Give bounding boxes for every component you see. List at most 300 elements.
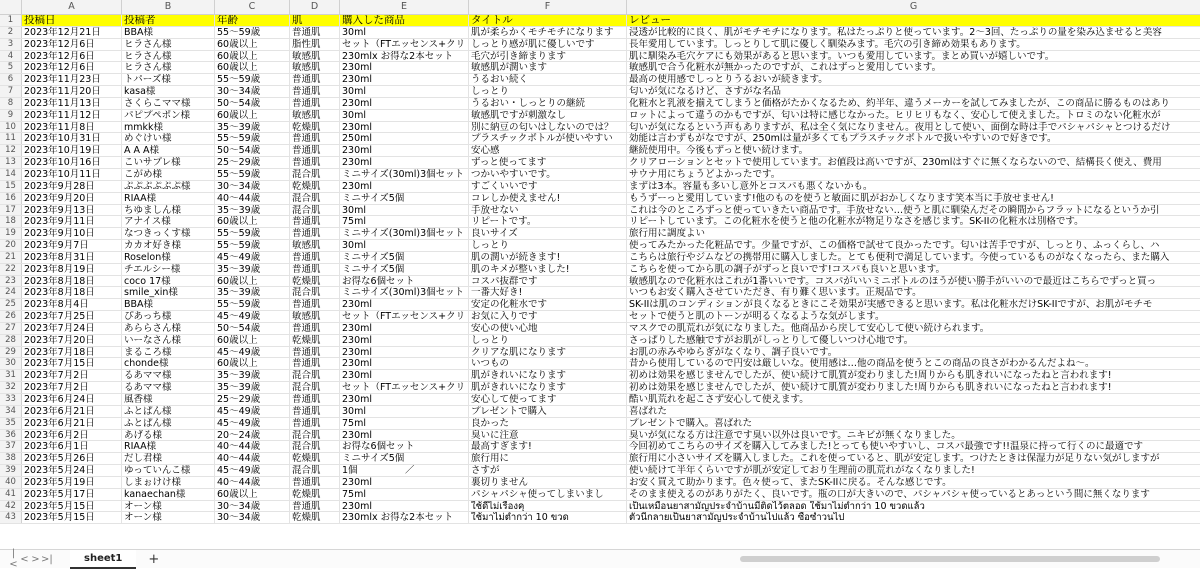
horizontal-scrollbar[interactable] (740, 556, 1160, 562)
cell-skin[interactable]: 普通肌 (290, 98, 340, 109)
cell-skin[interactable]: 混合肌 (290, 205, 340, 216)
cell-poster[interactable]: パピプペポン様 (122, 110, 215, 121)
cell-date[interactable]: 2023年6月2日 (22, 430, 122, 441)
cell-review[interactable]: 匂いが気になるという声もありますが、私は全く気になりません。夜用として使い、面倒な時は手でパシャパシャとつけるだけ (629, 121, 1171, 133)
cell-skin[interactable]: 敏感肌 (290, 311, 340, 322)
cell-poster[interactable]: A A A様 (122, 145, 215, 156)
cell-product[interactable]: セット（FTエッセンス+クリ (340, 39, 469, 50)
row-number[interactable]: 40 (0, 477, 22, 488)
cell-product[interactable]: 230mlx お得な2本セット (340, 512, 469, 523)
cell-poster[interactable]: オーン様 (122, 512, 215, 523)
cell-product[interactable]: ミニサイズ(30ml)3個セット (340, 287, 469, 298)
cell-review[interactable]: お安く買えて助かります。色々使って、またSK-IIに戻る。そんな感じです。 (629, 476, 952, 488)
cell-review[interactable]: プレゼントで購入。喜ばれた (629, 417, 753, 429)
cell-date[interactable]: 2023年9月28日 (22, 181, 122, 192)
cell-title[interactable]: 安心の使い心地 (469, 323, 627, 334)
cell-skin[interactable]: 乾燥肌 (290, 453, 340, 464)
cell-title[interactable]: リピートです。 (469, 216, 627, 227)
cell-title[interactable]: ใช้มาไม่ต่ำกว่า 10 ขวด (469, 512, 627, 523)
cell-age[interactable]: 35～39歳 (215, 122, 290, 133)
row-number[interactable]: 4 (0, 51, 22, 62)
header-cell-age[interactable]: 年齢 (215, 15, 290, 26)
cell-date[interactable]: 2023年9月10日 (22, 228, 122, 239)
cell-skin[interactable]: 普通肌 (290, 228, 340, 239)
cell-product[interactable]: 230ml (340, 74, 469, 85)
cell-poster[interactable]: coco 17様 (122, 276, 215, 287)
cell-title[interactable]: プレゼントで購入 (469, 406, 627, 417)
cell-skin[interactable]: 乾燥肌 (290, 181, 340, 192)
cell-poster[interactable]: るあママ様 (122, 370, 215, 381)
cell-date[interactable]: 2023年10月16日 (22, 157, 122, 168)
row-number[interactable]: 14 (0, 169, 22, 180)
cell-age[interactable]: 55～59歳 (215, 74, 290, 85)
cell-review[interactable]: 旅行用に調度よい (629, 228, 706, 240)
cell-product[interactable]: 230ml (340, 477, 469, 488)
cell-date[interactable]: 2023年11月8日 (22, 122, 122, 133)
cell-poster[interactable]: BBA様 (122, 299, 215, 310)
cell-skin[interactable]: 普通肌 (290, 347, 340, 358)
cell-title[interactable]: すごくいいです (469, 181, 627, 192)
cell-date[interactable]: 2023年5月24日 (22, 465, 122, 476)
cell-poster[interactable]: いーなさん様 (122, 335, 215, 346)
cell-age[interactable]: 60歳以上 (215, 335, 290, 346)
cell-date[interactable]: 2023年11月12日 (22, 110, 122, 121)
cell-age[interactable]: 45～49歳 (215, 465, 290, 476)
cell-poster[interactable]: ふとぱん様 (122, 406, 215, 417)
cell-date[interactable]: 2023年12月6日 (22, 39, 122, 50)
row-number[interactable]: 43 (0, 512, 22, 523)
row-number[interactable]: 1 (0, 15, 22, 26)
cell-poster[interactable]: ヒラさん様 (122, 39, 215, 50)
cell-review[interactable]: ตัวนี้กลายเป็นยาสามัญประจำบ้านไปแล้ว ซื้อซ้ำวนไป (629, 512, 845, 524)
cell-date[interactable]: 2023年9月20日 (22, 193, 122, 204)
cell-product[interactable]: 30ml (340, 406, 469, 417)
row-number[interactable]: 38 (0, 453, 22, 464)
cell-poster[interactable]: ちゆましん様 (122, 205, 215, 216)
cell-product[interactable]: ミニサイズ5個 (340, 453, 469, 464)
cell-review[interactable]: 初めは効果を感じませんでしたが、使い続けて肌質が変わりました!周りからも肌きれいになったねと言われます! (629, 382, 1112, 393)
cell-title[interactable]: 安心感 (469, 145, 627, 156)
cell-age[interactable]: 60歳以上 (215, 51, 290, 62)
cell-skin[interactable]: 普通肌 (290, 86, 340, 97)
cell-poster[interactable]: Roselon様 (122, 252, 215, 263)
column-header-e[interactable]: E (340, 0, 469, 14)
row-number[interactable]: 39 (0, 465, 22, 476)
sheet-tab[interactable]: sheet1 (70, 550, 136, 569)
prev-sheet-button[interactable]: < (20, 553, 29, 565)
cell-product[interactable]: ミニサイズ5個 (340, 193, 469, 204)
cell-review[interactable]: 匂いが気になるけど、さすがな名品 (629, 86, 782, 97)
cell-review[interactable]: 初めは効果を感じませんでしたが、使い続けて肌質が変わりました!周りからも肌きれいになったねと言われます! (629, 370, 1112, 382)
first-sheet-button[interactable]: |< (9, 548, 18, 570)
cell-age[interactable]: 50～54歳 (215, 145, 290, 156)
header-cell-skin[interactable]: 肌 (290, 15, 340, 26)
cell-review[interactable]: こちらを使ってから肌の調子がずっと良いです!コスパも良いと思います。 (629, 263, 945, 275)
row-number[interactable]: 9 (0, 110, 22, 121)
cell-skin[interactable]: 普通肌 (290, 299, 340, 310)
cell-skin[interactable]: 普通肌 (290, 74, 340, 85)
cell-skin[interactable]: 普通肌 (290, 252, 340, 263)
cell-product[interactable]: 230ml (340, 122, 469, 133)
cell-date[interactable]: 2023年9月13日 (22, 205, 122, 216)
cell-skin[interactable]: 敏感肌 (290, 240, 340, 251)
cell-poster[interactable]: ふとぱん様 (122, 418, 215, 429)
cell-product[interactable]: 230ml (340, 323, 469, 334)
cell-date[interactable]: 2023年10月19日 (22, 145, 122, 156)
cell-review[interactable]: マスクでの肌荒れが気になりました。他商品から戻して安心して使い続けられます。 (629, 322, 990, 334)
cell-product[interactable]: ミニサイズ5個 (340, 252, 469, 263)
cell-age[interactable]: 45～49歳 (215, 347, 290, 358)
cell-product[interactable]: 30ml (340, 205, 469, 216)
cell-product[interactable]: 230ml (340, 299, 469, 310)
cell-poster[interactable]: アナイス様 (122, 216, 215, 227)
row-number[interactable]: 32 (0, 382, 22, 393)
cell-date[interactable]: 2023年7月24日 (22, 323, 122, 334)
cell-poster[interactable]: まるころ様 (122, 347, 215, 358)
cell-date[interactable]: 2023年11月20日 (22, 86, 122, 97)
cell-skin[interactable]: 混合肌 (290, 287, 340, 298)
cell-product[interactable]: セット（FTエッセンス+クリ (340, 382, 469, 393)
cell-title[interactable]: 一番大好き! (469, 287, 627, 298)
cell-product[interactable]: 230ml (340, 358, 469, 369)
cell-date[interactable]: 2023年8月18日 (22, 287, 122, 298)
cell-date[interactable]: 2023年7月15日 (22, 358, 122, 369)
cell-product[interactable]: 30ml (340, 27, 469, 38)
cell-skin[interactable]: 普通肌 (290, 133, 340, 144)
header-cell-product[interactable]: 購入した商品 (340, 15, 469, 26)
cell-poster[interactable]: chonde様 (122, 358, 215, 369)
row-number[interactable]: 28 (0, 335, 22, 346)
cell-skin[interactable]: 混合肌 (290, 441, 340, 452)
column-header-a[interactable]: A (22, 0, 122, 14)
cell-product[interactable]: 230ml (340, 370, 469, 381)
row-number[interactable]: 2 (0, 27, 22, 38)
cell-poster[interactable]: るあママ様 (122, 382, 215, 393)
cell-age[interactable]: 55～59歳 (215, 240, 290, 251)
cell-title[interactable]: しっとり (469, 335, 627, 346)
cell-age[interactable]: 35～39歳 (215, 205, 290, 216)
cell-title[interactable]: ใช้ดีไม่เรื่องคุ (469, 501, 627, 512)
row-number[interactable]: 37 (0, 441, 22, 452)
cell-skin[interactable]: 敏感肌 (290, 51, 340, 62)
cell-product[interactable]: 230ml (340, 335, 469, 346)
cell-date[interactable]: 2023年7月2日 (22, 370, 122, 381)
cell-review[interactable]: お肌の赤みやゆらぎがなくなり、調子良いです。 (629, 346, 838, 358)
cell-skin[interactable]: 普通肌 (290, 501, 340, 512)
last-sheet-button[interactable]: >| (41, 553, 53, 565)
cell-age[interactable]: 55～59歳 (215, 169, 290, 180)
cell-review[interactable]: 長年愛用しています。しっとりして肌に優しく馴染みます。毛穴の引き締め効果もあります。 (629, 38, 1026, 50)
cell-age[interactable]: 45～49歳 (215, 418, 290, 429)
cell-age[interactable]: 55～59歳 (215, 228, 290, 239)
cell-review[interactable]: 肌に馴染み毛穴ケアにも効果があると思います。いつも愛用しています。まとめ買いが嬉しいです。 (629, 50, 1055, 62)
cell-skin[interactable]: 普通肌 (290, 394, 340, 405)
cell-age[interactable]: 20～24歳 (215, 430, 290, 441)
cell-date[interactable]: 2023年5月15日 (22, 501, 122, 512)
cell-product[interactable]: 1個 ／ (340, 465, 469, 476)
row-number[interactable]: 7 (0, 86, 22, 97)
cell-age[interactable]: 40～44歳 (215, 477, 290, 488)
cell-title[interactable]: 肌が柔らかくモチモチになります (469, 27, 627, 38)
cell-age[interactable]: 60歳以上 (215, 39, 290, 50)
cell-age[interactable]: 55～59歳 (215, 133, 290, 144)
cell-product[interactable]: 230ml (340, 157, 469, 168)
cell-product[interactable]: ミニサイズ5個 (340, 264, 469, 275)
cell-title[interactable]: 肌がきれいになります (469, 370, 627, 381)
cell-product[interactable]: 30ml (340, 86, 469, 97)
cell-age[interactable]: 35～39歳 (215, 370, 290, 381)
cell-review[interactable]: เป็นเหมือนยาสามัญประจำบ้านมีติดไว้ตลอด ใช้มาไม่ต่ำกว่า 10 ขวดแล้ว (629, 500, 925, 512)
cell-product[interactable]: 30ml (340, 110, 469, 121)
cell-product[interactable]: 230ml (340, 62, 469, 73)
cell-skin[interactable]: 混合肌 (290, 193, 340, 204)
cell-skin[interactable]: 普通肌 (290, 406, 340, 417)
column-header-g[interactable]: G (909, 1, 918, 12)
cell-date[interactable]: 2023年10月31日 (22, 133, 122, 144)
cell-review[interactable]: クリアローションとセットで使用しています。お値段は高いですが、230mlはすぐに無くならないので、結構長く使え、費用 (629, 157, 1162, 168)
cell-title[interactable]: うるおい・しっとりの継続 (469, 98, 627, 109)
row-number[interactable]: 30 (0, 358, 22, 369)
cell-age[interactable]: 50～54歳 (215, 98, 290, 109)
cell-title[interactable]: つかいやすいです。 (469, 169, 627, 180)
cell-age[interactable]: 60歳以上 (215, 489, 290, 500)
cell-poster[interactable]: あららさん様 (122, 323, 215, 334)
cell-skin[interactable]: 敏感肌 (290, 62, 340, 73)
row-number[interactable]: 18 (0, 216, 22, 227)
cell-title[interactable]: コスパ抜群です (469, 276, 627, 287)
cell-poster[interactable]: カカオ好き様 (122, 240, 215, 251)
next-sheet-button[interactable]: > (31, 553, 40, 565)
row-number[interactable]: 13 (0, 157, 22, 168)
cell-poster[interactable]: なつきっくす様 (122, 228, 215, 239)
cell-poster[interactable]: kasa様 (122, 86, 215, 97)
cell-product[interactable]: セット（FTエッセンス+クリ (340, 311, 469, 322)
cell-date[interactable]: 2023年7月25日 (22, 311, 122, 322)
cell-product[interactable]: 75ml (340, 216, 469, 227)
cell-skin[interactable]: 乾燥肌 (290, 276, 340, 287)
row-number[interactable]: 8 (0, 98, 22, 109)
row-number[interactable]: 10 (0, 122, 22, 133)
column-header-c[interactable]: C (215, 0, 290, 14)
cell-age[interactable]: 45～49歳 (215, 311, 290, 322)
row-number[interactable]: 25 (0, 299, 22, 310)
cell-title[interactable]: しっとり (469, 240, 627, 251)
cell-title[interactable]: 良いサイズ (469, 228, 627, 239)
cell-age[interactable]: 25～29歳 (215, 157, 290, 168)
cell-date[interactable]: 2023年6月24日 (22, 394, 122, 405)
header-cell-review[interactable]: レビュー (627, 15, 1200, 26)
header-cell-poster[interactable]: 投稿者 (122, 15, 215, 26)
cell-date[interactable]: 2023年12月21日 (22, 27, 122, 38)
cell-review[interactable]: 浸透が比較的に良く、肌がモチモチになります。私はたっぷりと使っています。2～3回、たっぷりの量を染み込ませると美容 (629, 26, 1162, 38)
cell-poster[interactable]: しまぉけけ様 (122, 477, 215, 488)
cell-review[interactable]: 最高の使用感でしっとりうるおいが続きます。 (629, 74, 828, 86)
cell-product[interactable]: 230mlx お得な2本セット (340, 51, 469, 62)
cell-skin[interactable]: 混合肌 (290, 169, 340, 180)
cell-age[interactable]: 45～49歳 (215, 406, 290, 417)
cell-product[interactable]: 230ml (340, 347, 469, 358)
cell-date[interactable]: 2023年5月17日 (22, 489, 122, 500)
cell-poster[interactable]: kanaechan様 (122, 489, 215, 500)
cell-title[interactable]: 手放せない (469, 205, 627, 216)
cell-review[interactable]: 敏感肌で合う化粧水が無かったのですが、これはずっと愛用しています。 (629, 62, 942, 74)
cell-title[interactable]: 別に納豆の匂いはしないのでは？ (469, 122, 627, 133)
cell-review[interactable]: リピートしています。この化粧水を使うと他の化粧水が物足りなさを感じます。SK-IIの化粧水は別格です。 (629, 216, 1084, 228)
row-number[interactable]: 36 (0, 430, 22, 441)
cell-date[interactable]: 2023年8月19日 (22, 264, 122, 275)
cell-title[interactable]: うるおい続く (469, 74, 627, 85)
cell-product[interactable]: お得な6個セット (340, 441, 469, 452)
header-cell-title[interactable]: タイトル (469, 15, 627, 26)
cell-product[interactable]: 230ml (340, 501, 469, 512)
cell-skin[interactable]: 普通肌 (290, 358, 340, 369)
cell-poster[interactable]: めぐけい様 (122, 133, 215, 144)
cell-age[interactable]: 60歳以上 (215, 216, 290, 227)
cell-skin[interactable]: 敏感肌 (290, 110, 340, 121)
cell-age[interactable]: 40～44歳 (215, 193, 290, 204)
cell-title[interactable]: さすが (469, 465, 627, 476)
row-number[interactable]: 35 (0, 418, 22, 429)
column-header-d[interactable]: D (290, 0, 340, 14)
cell-title[interactable]: 旅行用に (469, 453, 627, 464)
cell-age[interactable]: 55～59歳 (215, 27, 290, 38)
row-number[interactable]: 24 (0, 287, 22, 298)
cell-title[interactable]: 肌の潤いが続きます! (469, 252, 627, 263)
cell-title[interactable]: プラスチックボトルが使いやすい (469, 133, 627, 144)
cell-poster[interactable]: あげる様 (122, 430, 215, 441)
row-number[interactable]: 26 (0, 311, 22, 322)
cell-poster[interactable]: だし君様 (122, 453, 215, 464)
cell-skin[interactable]: 脂性肌 (290, 39, 340, 50)
cell-age[interactable]: 30～34歳 (215, 86, 290, 97)
row-number[interactable]: 22 (0, 264, 22, 275)
cell-poster[interactable]: mmkk様 (122, 122, 215, 133)
row-number[interactable]: 20 (0, 240, 22, 251)
cell-poster[interactable]: トパーズ様 (122, 74, 215, 85)
cell-review[interactable]: 継続使用中。今後もずっと使い続けます。 (629, 145, 809, 157)
cell-date[interactable]: 2023年7月2日 (22, 382, 122, 393)
cell-skin[interactable]: 普通肌 (290, 264, 340, 275)
cell-review[interactable]: もうずーっと愛用しています!他のものを使うと敏面に肌がおかしくなります笑本当に手放せません! (629, 192, 1054, 204)
cell-poster[interactable]: ぷぷぷぷぷぷ様 (122, 181, 215, 192)
cell-review[interactable]: 使ってみたかった化粧品です。少量ですが、この価格で試せて良かったです。匂いは苦手ですが、しっとり、ふっくらし、ハ (629, 240, 1160, 251)
cell-skin[interactable]: 普通肌 (290, 145, 340, 156)
cell-product[interactable]: お得な6個セット (340, 276, 469, 287)
cell-poster[interactable]: こがめ様 (122, 169, 215, 180)
cell-product[interactable]: 75ml (340, 418, 469, 429)
cell-date[interactable]: 2023年7月18日 (22, 347, 122, 358)
cell-review[interactable]: 臭いが気になる方は注意です臭い以外は良いです。ニキビが無くなりました。 (629, 429, 961, 441)
header-cell-date[interactable]: 投稿日 (22, 15, 122, 26)
cell-title[interactable]: 臭いに注意 (469, 430, 627, 441)
row-number[interactable]: 17 (0, 205, 22, 216)
cell-title[interactable]: 安定の化粧水です (469, 299, 627, 310)
cell-poster[interactable]: チエルシー様 (122, 264, 215, 275)
cell-skin[interactable]: 普通肌 (290, 477, 340, 488)
cell-title[interactable]: しっとり感が肌に優しいです (469, 39, 627, 50)
add-sheet-button[interactable]: + (148, 551, 160, 567)
cell-age[interactable]: 30～34歳 (215, 181, 290, 192)
cell-product[interactable]: 230ml (340, 394, 469, 405)
row-number[interactable]: 15 (0, 181, 22, 192)
cell-review[interactable]: ロットによって違うのかもですが、匂いは特に感じなかった。ヒリヒリもなく、安心して使えました。トロミのない化粧水が (629, 109, 1161, 121)
cell-skin[interactable]: 混合肌 (290, 382, 340, 393)
cell-skin[interactable]: 混合肌 (290, 465, 340, 476)
cell-date[interactable]: 2023年7月20日 (22, 335, 122, 346)
cell-product[interactable]: 30ml (340, 240, 469, 251)
cell-review[interactable]: セットで使うと肌のトーンが明るくなるような気がします。 (629, 311, 885, 322)
row-number[interactable]: 3 (0, 39, 22, 50)
cell-date[interactable]: 2023年8月31日 (22, 252, 122, 263)
column-header-f[interactable]: F (469, 0, 627, 14)
cell-skin[interactable]: 普通肌 (290, 216, 340, 227)
row-number[interactable]: 33 (0, 394, 22, 405)
row-number[interactable]: 27 (0, 323, 22, 334)
cell-title[interactable]: 敏感肌が潤います (469, 62, 627, 73)
cell-poster[interactable]: ヒラさん様 (122, 62, 215, 73)
cell-poster[interactable]: RIAA様 (122, 441, 215, 452)
cell-date[interactable]: 2023年5月19日 (22, 477, 122, 488)
cell-title[interactable]: 毛穴が引き締まります (469, 51, 627, 62)
cell-poster[interactable]: BBA様 (122, 27, 215, 38)
cell-skin[interactable]: 普通肌 (290, 157, 340, 168)
cell-title[interactable]: 良かった (469, 418, 627, 429)
cell-age[interactable]: 35～39歳 (215, 264, 290, 275)
cell-age[interactable]: 60歳以上 (215, 358, 290, 369)
cell-date[interactable]: 2023年11月23日 (22, 74, 122, 85)
cell-age[interactable]: 40～44歳 (215, 441, 290, 452)
cell-review[interactable]: 喜ばれた (629, 405, 668, 417)
cell-skin[interactable]: 普通肌 (290, 323, 340, 334)
cell-poster[interactable]: ぴあっち様 (122, 311, 215, 322)
cell-date[interactable]: 2023年11月13日 (22, 98, 122, 109)
cell-review[interactable]: 昔から使用しているので円安は厳しいな。使用感は…他の商品を使うとこの商品の良さがわかるんだよね〜。 (629, 358, 1095, 370)
cell-title[interactable]: 肌がきれいになります (469, 382, 627, 393)
row-number[interactable]: 31 (0, 370, 22, 381)
row-number[interactable]: 11 (0, 133, 22, 144)
cell-review[interactable]: こちらは旅行やジムなどの携帯用に購入しました。とても便利で満足しています。今使っているものがなくなったら、また購入 (629, 251, 1170, 263)
row-number[interactable]: 34 (0, 406, 22, 417)
cell-title[interactable]: 安心して使ってます (469, 394, 627, 405)
cell-poster[interactable]: 風香様 (122, 394, 215, 405)
row-number[interactable]: 41 (0, 489, 22, 500)
column-header-b[interactable]: B (122, 0, 215, 14)
cell-skin[interactable]: 乾燥肌 (290, 122, 340, 133)
row-number[interactable]: 23 (0, 276, 22, 287)
cell-skin[interactable]: 乾燥肌 (290, 489, 340, 500)
cell-poster[interactable]: こいサプレ様 (122, 157, 215, 168)
cell-skin[interactable]: 乾燥肌 (290, 512, 340, 523)
cell-title[interactable]: コレしか使えません! (469, 193, 627, 204)
cell-date[interactable]: 2023年6月21日 (22, 418, 122, 429)
cell-age[interactable]: 40～44歳 (215, 453, 290, 464)
cell-product[interactable]: 250ml (340, 133, 469, 144)
cell-review[interactable]: まずは3本。容量も多いし意外とコスパも悪くないかも。 (629, 180, 873, 192)
cell-title[interactable]: パシャパシャ使ってしまいまし (469, 489, 627, 500)
cell-age[interactable]: 60歳以上 (215, 276, 290, 287)
cell-review[interactable]: いつもお安く購入させていただき、有り難く思います。正規品です。 (629, 287, 922, 299)
cell-skin[interactable]: 混合肌 (290, 430, 340, 441)
cell-review[interactable]: 化粧水と乳液を揃えてしまうと価格がたかくなるため、約半年、違うメーカーを試してみましたが、この商品に勝るものはあり (629, 97, 1170, 109)
cell-date[interactable]: 2023年12月6日 (22, 51, 122, 62)
row-number[interactable]: 29 (0, 347, 22, 358)
cell-age[interactable]: 35～39歳 (215, 382, 290, 393)
cell-date[interactable]: 2023年12月6日 (22, 62, 122, 73)
cell-skin[interactable]: 混合肌 (290, 370, 340, 381)
cell-poster[interactable]: ゆっていんこ様 (122, 465, 215, 476)
cell-product[interactable]: 230ml (340, 430, 469, 441)
cell-date[interactable]: 2023年8月4日 (22, 299, 122, 310)
